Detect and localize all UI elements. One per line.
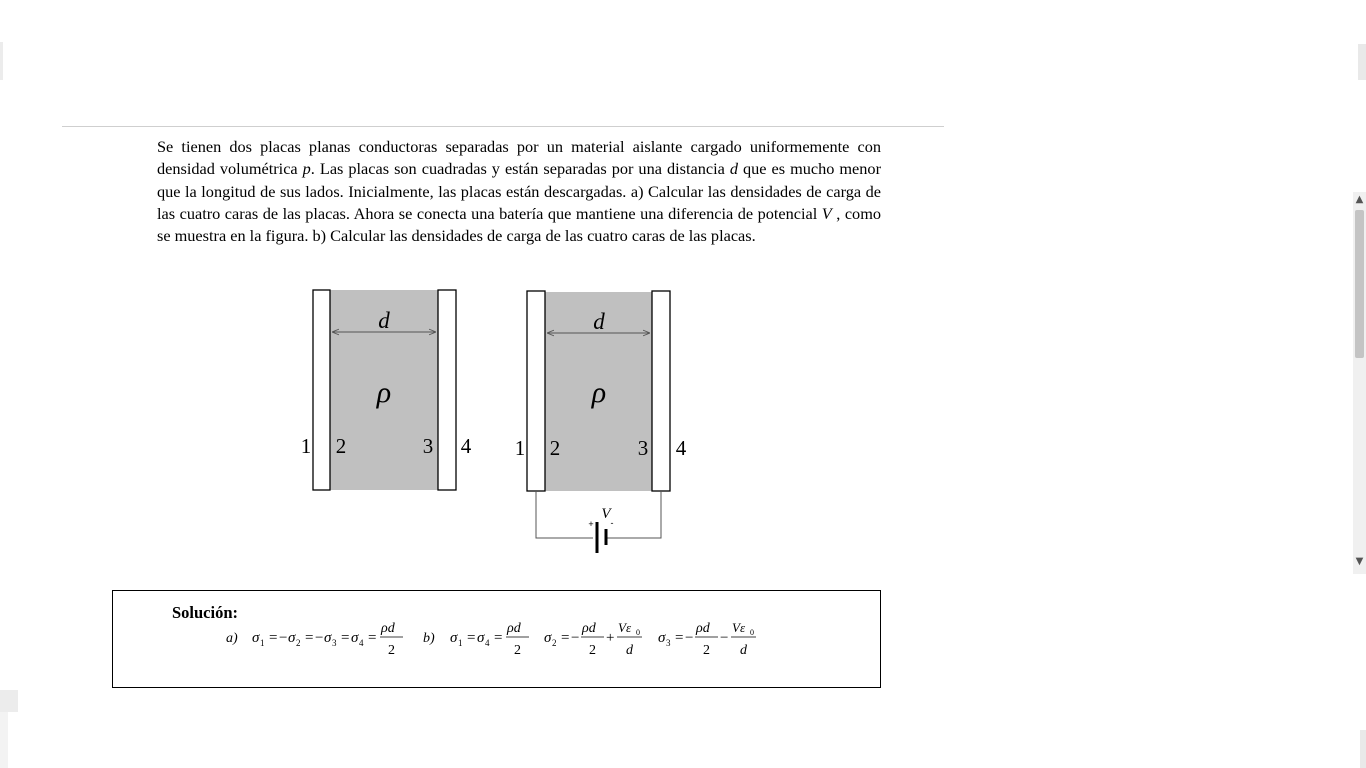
face-label-3: 3 — [422, 434, 434, 458]
capacitor-with-battery — [515, 291, 687, 553]
left-margin-strip — [0, 712, 8, 768]
face-label-3: 3 — [637, 436, 649, 460]
circuit-wire — [536, 491, 593, 538]
plate-right — [652, 291, 670, 491]
capacitor-figure — [280, 280, 700, 560]
density-label: ρ — [591, 376, 607, 409]
solution-title: Solución: — [172, 603, 239, 622]
battery-minus: - — [610, 518, 614, 528]
svg-text:0: 0 — [636, 628, 640, 637]
solution-box — [112, 590, 881, 688]
part-b-label: b) — [423, 631, 435, 646]
sigma: σ — [544, 630, 552, 646]
page-divider — [62, 126, 944, 127]
svg-text:−: − — [279, 630, 288, 646]
solution-equations — [218, 617, 778, 663]
svg-text:+: + — [606, 630, 615, 646]
rho-variable: p — [302, 159, 311, 179]
face-label-2: 2 — [549, 436, 561, 460]
svg-text:−: − — [315, 630, 324, 646]
svg-text:=: = — [305, 630, 314, 646]
svg-text:d: d — [626, 643, 633, 658]
svg-text:2: 2 — [589, 643, 596, 658]
svg-text:4: 4 — [359, 638, 364, 648]
svg-text:2: 2 — [514, 643, 521, 658]
battery-label: V — [601, 506, 611, 522]
svg-text:2: 2 — [703, 643, 710, 658]
svg-text:=: = — [341, 630, 350, 646]
battery-plus: + — [588, 519, 594, 529]
face-label-4: 4 — [675, 436, 687, 460]
svg-text:4: 4 — [485, 638, 490, 648]
svg-text:2: 2 — [388, 643, 395, 658]
svg-text:ρd: ρd — [507, 621, 521, 636]
part-a-label: a) — [226, 631, 238, 646]
vertical-scrollbar[interactable] — [1353, 192, 1366, 574]
plate-left — [527, 291, 545, 491]
plate-right — [438, 290, 456, 490]
sigma: σ — [252, 630, 260, 646]
svg-text:−: − — [685, 630, 694, 646]
sigma: σ — [324, 630, 332, 646]
svg-text:=: = — [368, 630, 377, 646]
face-label-2: 2 — [335, 434, 347, 458]
right-margin-tab — [1360, 730, 1366, 768]
svg-text:Vε: Vε — [618, 620, 632, 635]
face-label-1: 1 — [300, 434, 312, 458]
capacitor-unconnected — [301, 290, 472, 490]
sigma: σ — [477, 630, 485, 646]
svg-text:ρd: ρd — [582, 621, 596, 636]
svg-text:Vε: Vε — [732, 620, 746, 635]
svg-text:1: 1 — [260, 638, 265, 648]
svg-text:=: = — [269, 630, 278, 646]
svg-text:3: 3 — [332, 638, 337, 648]
svg-text:d: d — [740, 643, 747, 658]
svg-text:=: = — [467, 630, 476, 646]
svg-text:=: = — [561, 630, 570, 646]
left-margin-tab — [0, 690, 18, 712]
svg-text:−: − — [720, 630, 729, 646]
svg-text:=: = — [494, 630, 503, 646]
face-label-4: 4 — [460, 434, 472, 458]
svg-text:=: = — [675, 630, 684, 646]
sigma: σ — [351, 630, 359, 646]
svg-text:ρd: ρd — [696, 621, 710, 636]
svg-text:ρd: ρd — [381, 621, 395, 636]
circuit-wire — [607, 491, 661, 538]
svg-text:1: 1 — [458, 638, 463, 648]
svg-text:0: 0 — [750, 628, 754, 637]
right-margin-tab — [1358, 44, 1366, 80]
sigma: σ — [288, 630, 296, 646]
svg-text:2: 2 — [296, 638, 301, 648]
sigma: σ — [450, 630, 458, 646]
d-variable: d — [729, 159, 738, 179]
scroll-down-icon[interactable]: ▼ — [1355, 556, 1364, 567]
sigma: σ — [658, 630, 666, 646]
svg-text:2: 2 — [552, 638, 557, 648]
left-margin-tab — [0, 42, 3, 80]
plate-left — [313, 290, 330, 490]
scroll-up-icon[interactable]: ▲ — [1355, 194, 1364, 205]
svg-text:3: 3 — [666, 638, 671, 648]
scroll-thumb[interactable] — [1355, 210, 1364, 358]
face-label-1: 1 — [514, 436, 526, 460]
svg-text:−: − — [571, 630, 580, 646]
v-variable: V — [821, 203, 832, 223]
density-label: ρ — [376, 376, 392, 409]
distance-label: d — [593, 309, 605, 334]
problem-statement: Se tienen dos placas planas conductoras separadas por un material aislante cargado uniformemente con densidad volumétrica p. Las placas son cuadradas y están separadas por una distancia d que es mucho menor que la longitud de sus lados. Inicialmente, las placas están descargadas. a) Calcular las densidades de carga de las cuatro caras de las placas. Ahora se conecta una batería que mantiene una diferencia de potencial V , como se muestra en la figura. b) Calcular las densidades de carga de las cuatro caras de las placas. — [157, 137, 882, 246]
distance-label: d — [378, 308, 390, 333]
